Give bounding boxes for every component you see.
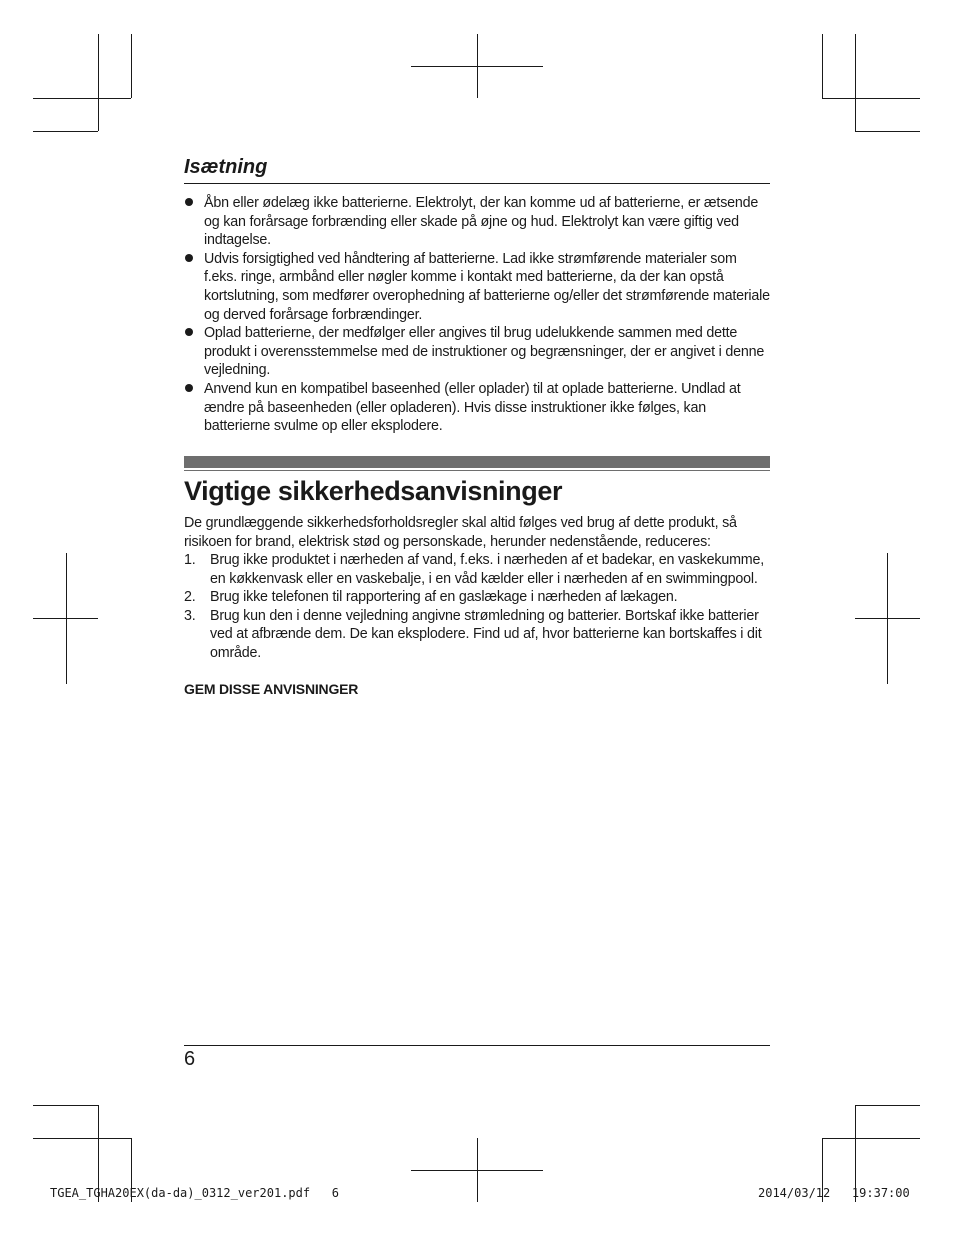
list-item-text: Brug kun den i denne vejledning angivne strømledning og batterier. Bortskaf ikke batterier ved at afbrænde dem. De kan eksplodere. Find ud af, hvor batterierne kan bortskaffes i dit område. xyxy=(210,607,762,661)
list-item xyxy=(184,324,770,380)
print-slug-filename: TGEA_TGHA20EX(da-da)_0312_ver201.pdf 6 xyxy=(50,1186,339,1200)
crop-mark xyxy=(822,34,823,98)
crop-mark xyxy=(33,618,98,619)
crop-mark xyxy=(855,34,856,131)
list-item xyxy=(184,380,770,436)
list-item-text: Åbn eller ødelæg ikke batterierne. Elektrolyt, der kan komme ud af batterierne, er ætsende og kan forårsage forbrænding eller skade på øjne og hud. Elektrolyt kan være giftig ved indtagelse. xyxy=(204,195,759,249)
bullet-icon xyxy=(185,328,193,336)
crop-mark xyxy=(33,1105,98,1106)
intro-paragraph: De grundlæggende sikkerhedsforholdsregler skal altid følges ved brug af dette produkt, så risikoen for brand, elektrisk stød og personskade, herunder nedenstående, reduceres: xyxy=(184,515,737,550)
crop-mark xyxy=(822,98,920,99)
crop-mark xyxy=(98,34,99,131)
crop-mark xyxy=(33,1138,131,1139)
list-item-text: Anvend kun en kompatibel baseenhed (eller oplader) til at oplade batterierne. Undlad at ændre på baseenheden (eller opladeren). Hvis disse instruktioner ikke følges, kan batterierne svulme op eller eksplodere. xyxy=(204,380,741,435)
bullet-icon xyxy=(185,254,193,262)
crop-mark xyxy=(477,1138,478,1202)
bullet-icon xyxy=(185,384,193,392)
list-item xyxy=(184,607,770,663)
crop-mark xyxy=(33,98,131,99)
list-item-text: Brug ikke telefonen til rapportering af en gaslækage i nærheden af lækagen. xyxy=(210,589,678,606)
list-item-text: Brug ikke produktet i nærheden af vand, f.eks. i nærheden af et badekar, en vaskekumme, en køkkenvask eller en vaskebalje, i en våd kælder eller i nærheden af en swimmingpool. xyxy=(210,552,765,587)
section-title: Isætning xyxy=(184,156,268,178)
page-number: 6 xyxy=(184,1048,196,1070)
crop-mark xyxy=(855,131,920,132)
item-number: 2. xyxy=(184,589,196,606)
crop-mark xyxy=(855,1105,920,1106)
battery-warnings-list xyxy=(184,194,770,436)
print-slug-timestamp: 2014/03/12 19:37:00 xyxy=(758,1186,910,1200)
safety-instructions-list xyxy=(184,551,770,663)
crop-mark xyxy=(822,1138,920,1139)
bullet-icon xyxy=(185,198,193,206)
list-item-text: Udvis forsigtighed ved håndtering af batterierne. Lad ikke strømførende materialer som f.eks. ringe, armbånd eller nøgler komme i kontakt med batterierne, da der kan opstå kortslutning, som medfører overophedning af batterierne og/eller det strømførende materiale og derved forårsage forbrændinger. xyxy=(204,250,770,323)
item-number: 3. xyxy=(184,607,196,624)
item-number: 1. xyxy=(184,552,196,568)
list-item xyxy=(184,250,770,324)
page-title: Vigtige sikkerhedsanvisninger xyxy=(184,476,563,506)
crop-mark xyxy=(855,618,920,619)
list-item xyxy=(184,588,770,607)
list-item xyxy=(184,194,770,250)
heading-rule xyxy=(184,470,770,471)
closing-statement: GEM DISSE ANVISNINGER xyxy=(184,681,359,697)
section-divider xyxy=(184,183,770,184)
crop-mark xyxy=(477,34,478,98)
crop-mark xyxy=(33,131,98,132)
crop-mark xyxy=(131,34,132,98)
list-item xyxy=(184,551,770,588)
list-item-text: Oplad batterierne, der medfølger eller angives til brug udelukkende sammen med dette produkt i overensstemmelse med de instruktioner og begrænsninger, der er angivet i denne vejledning. xyxy=(204,325,765,379)
footer-divider xyxy=(184,1045,770,1046)
heading-bar xyxy=(184,456,770,468)
